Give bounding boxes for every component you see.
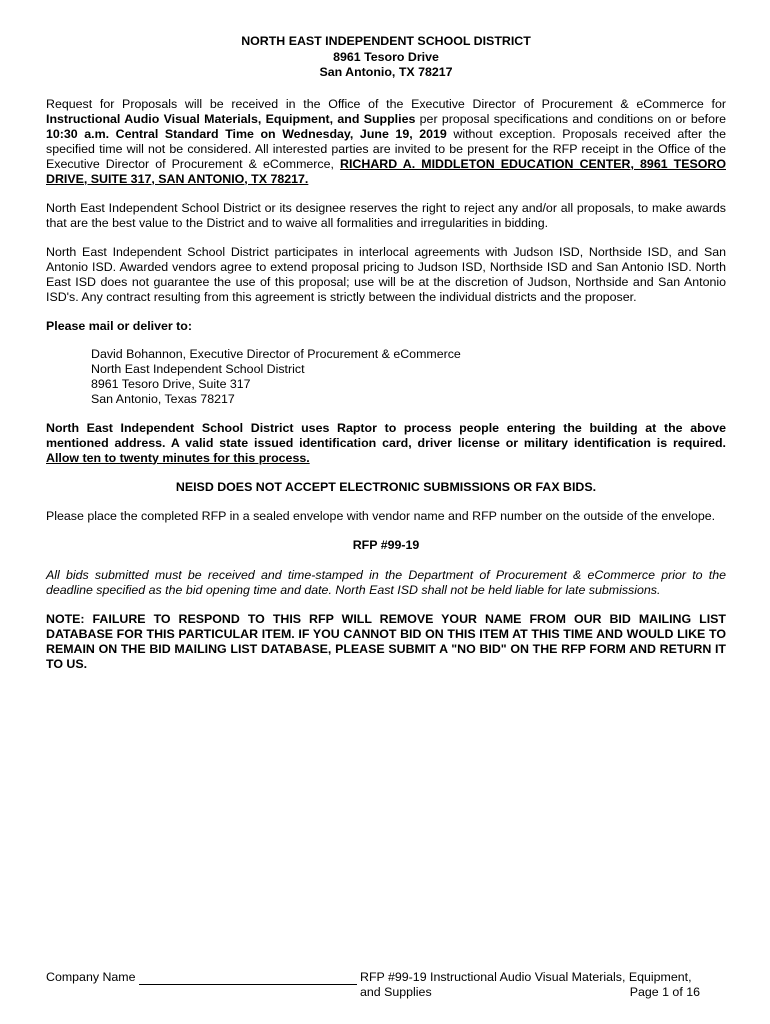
footer-title-line1: RFP #99-19 Instructional Audio Visual Materials, Equipment, xyxy=(360,970,692,984)
raptor-paragraph xyxy=(46,421,726,466)
sealed-envelope-instruction: Please place the completed RFP in a sealed envelope with vendor name and RFP number on the outside of the envelope. xyxy=(46,508,716,523)
intro-text-3: without exception. Proposals received after the specified time will not be considered. All interested parties are invited to be present for the RFP receipt in the Office of the Executive Director of Procurement & eCommerce, xyxy=(46,126,726,171)
intro-paragraph xyxy=(46,97,726,187)
item-title: Instructional Audio Visual Materials, Equipment, and Supplies xyxy=(46,111,416,126)
address-line: 8961 Tesoro Drive, Suite 317 xyxy=(91,376,251,391)
district-city: San Antonio, TX 78217 xyxy=(319,65,453,79)
receipt-location: RICHARD A. MIDDLETON EDUCATION CENTER, 8961 TESORO DRIVE, SUITE 317, SAN ANTONIO, TX 78217. xyxy=(46,156,726,186)
footer-title-line2: and Supplies xyxy=(360,985,432,999)
address-line: San Antonio, Texas 78217 xyxy=(91,391,235,406)
intro-text-1: Request for Proposals will be received in the Office of the Executive Director of Procurement & eCommerce for xyxy=(46,96,726,111)
mail-heading: Please mail or deliver to: xyxy=(46,318,192,333)
document-page xyxy=(46,34,726,672)
mail-address xyxy=(91,347,726,407)
company-name-blank xyxy=(139,972,357,985)
intro-text-2: per proposal specifications and conditions on or before xyxy=(415,111,726,126)
address-line: David Bohannon, Executive Director of Procurement & eCommerce xyxy=(91,346,461,361)
no-bid-note: NOTE: FAILURE TO RESPOND TO THIS RFP WILL REMOVE YOUR NAME FROM OUR BID MAILING LIST DATABASE FOR THIS PARTICULAR ITEM. IF YOU CANNOT BID ON THIS ITEM AT THIS TIME AND WOULD LIKE TO REMAIN ON THE BID MAILING LIST DATABASE, PLEASE SUBMIT A "NO BID" ON THE RFP FORM AND RETURN IT TO US. xyxy=(46,611,726,671)
company-name-label: Company Name xyxy=(46,970,136,984)
late-submission-notice: All bids submitted must be received and time-stamped in the Department of Procurement & eCommerce prior to the deadline specified as the bid opening time and date. North East ISD shall not be held liable for late submissions. xyxy=(46,567,726,597)
raptor-text: North East Independent School District uses Raptor to process people entering the building at the above mentioned address. A valid state issued identification card, driver license or military identification is required. xyxy=(46,420,726,450)
footer-row2 xyxy=(360,985,700,1000)
raptor-time-note: Allow ten to twenty minutes for this process. xyxy=(46,450,310,465)
footer-rfp-info xyxy=(360,970,700,1000)
page-number: Page 1 of 16 xyxy=(629,985,700,999)
address-line: North East Independent School District xyxy=(91,361,305,376)
no-electronic-notice: NEISD DOES NOT ACCEPT ELECTRONIC SUBMISSIONS OR FAX BIDS. xyxy=(175,479,597,494)
deadline: 10:30 a.m. Central Standard Time on Wednesday, June 19, 2019 xyxy=(46,126,447,141)
letterhead xyxy=(46,34,726,81)
district-name: NORTH EAST INDEPENDENT SCHOOL DISTRICT xyxy=(241,34,531,48)
district-street: 8961 Tesoro Drive xyxy=(333,49,439,64)
rfp-number: RFP #99-19 xyxy=(352,537,420,552)
rights-paragraph: North East Independent School District or its designee reserves the right to reject any and/or all proposals, to make awards that are the best value to the District and to waive all formalities and irregularities in bidding. xyxy=(46,200,726,230)
company-name-field xyxy=(46,970,357,985)
interlocal-paragraph: North East Independent School District participates in interlocal agreements with Judson ISD, Northside ISD, and San Antonio ISD. Awarded vendors agree to extend proposal pricing to Judson ISD, Northside ISD and San Antonio ISD. North East ISD does not guarantee the use of this proposal; use will be at the discretion of Judson, Northside and San Antonio ISD's. Any contract resulting from this agreement is strictly between the individual districts and the proposer. xyxy=(46,244,726,304)
